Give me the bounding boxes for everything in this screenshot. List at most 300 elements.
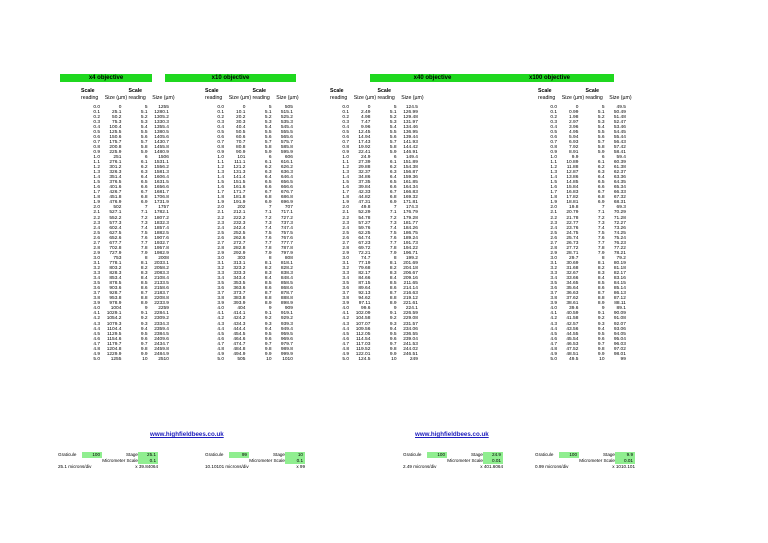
size-cell: 414.1: [233, 311, 246, 317]
size-cell: 753: [113, 255, 122, 261]
size-cell: 351.4: [109, 175, 122, 181]
size-cell: 57.27: [358, 220, 371, 226]
reading-cell: 6.9: [597, 200, 605, 206]
reading-cell: 5.7: [140, 139, 148, 145]
micrometer-input[interactable]: 0.1: [138, 458, 158, 464]
size-cell: 502: [113, 205, 122, 211]
size-cell: 234.06: [403, 326, 418, 332]
reading-cell: 7: [268, 205, 272, 211]
reading-cell: 2.3: [342, 220, 349, 226]
reading-cell: 9.8: [389, 346, 397, 352]
graticule-input[interactable]: 100: [427, 452, 447, 458]
size-cell: 74.7: [361, 255, 371, 261]
size-cell: 476.9: [109, 200, 122, 206]
reading-cell: 6: [393, 154, 397, 160]
reading-cell: 7.7: [389, 240, 397, 246]
size-cell: 606: [284, 154, 293, 160]
stage-input[interactable]: 25.1: [138, 452, 158, 458]
size-cell: 494.9: [233, 351, 246, 357]
size-cell: 323.2: [233, 266, 246, 271]
size-cell: 60.6: [236, 134, 246, 140]
size-cell: 107.07: [355, 321, 371, 327]
size-cell: 0: [242, 104, 246, 110]
scale-column-title: Scale: [377, 88, 392, 94]
size-cell: 313.1: [233, 260, 246, 266]
size-cell: 1129.5: [107, 331, 122, 337]
reading-cell: 0.1: [550, 109, 557, 115]
size-cell: 70.29: [613, 210, 626, 216]
size-cell: 68.31: [613, 200, 626, 206]
reading-cell: 8.6: [264, 286, 272, 292]
size-cell: 585.8: [280, 144, 293, 150]
size-cell: 99.6: [361, 306, 371, 312]
reading-cell: 7.8: [389, 245, 397, 251]
size-cell: 12.87: [566, 170, 579, 176]
reading-cell: 2.5: [342, 230, 349, 236]
size-cell: 24.75: [566, 230, 579, 236]
size-cell: 1731.9: [154, 200, 169, 206]
reading-cell: 0.5: [217, 129, 224, 135]
size-cell: 676.7: [280, 190, 293, 196]
size-cell: 42.57: [566, 321, 579, 327]
size-cell: 34.86: [358, 175, 371, 181]
reading-cell: 0.6: [93, 134, 100, 140]
size-cell: 31.68: [566, 266, 579, 271]
stage-label: Stage: [125, 452, 138, 457]
reading-cell: 7.5: [140, 230, 148, 236]
reading-cell: 5.9: [389, 149, 397, 155]
reading-cell: 8.6: [597, 286, 605, 292]
size-cell: 80.8: [236, 144, 246, 150]
reading-cell: 6.6: [264, 185, 272, 191]
reading-cell: 7.8: [597, 245, 605, 251]
size-cell: 707: [284, 205, 293, 211]
reading-cell: 9.7: [389, 341, 397, 347]
size-cell: 71.28: [613, 215, 626, 221]
reading-cell: 3.2: [342, 266, 349, 271]
size-cell: 527.1: [109, 210, 122, 216]
reading-cell: 2.0: [342, 205, 349, 211]
reading-cell: 0.9: [342, 149, 349, 155]
size-cell: 100.4: [109, 124, 122, 130]
reading-cell: 1.3: [217, 170, 224, 176]
reading-cell: 5.8: [597, 144, 605, 150]
reading-cell: 9.5: [140, 331, 148, 337]
reading-cell: 2.2: [217, 215, 224, 221]
reading-cell: 3.4: [217, 276, 224, 282]
reading-cell: 4.2: [93, 316, 100, 322]
size-cell: 241.53: [403, 341, 418, 347]
reading-cell: 1.6: [93, 185, 100, 191]
graticule-input[interactable]: 100: [82, 452, 102, 458]
size-cell: 2083.3: [154, 271, 169, 277]
reading-cell: 5.7: [264, 139, 272, 145]
size-cell: 48.51: [566, 351, 579, 357]
size-cell: 656.5: [280, 180, 293, 186]
reading-cell: 8.9: [140, 301, 148, 307]
size-cell: 102.09: [355, 311, 371, 317]
size-cell: 505: [284, 104, 293, 110]
size-cell: 51.48: [613, 114, 626, 120]
reading-cell: 3.8: [342, 296, 349, 302]
reading-cell: 3.5: [93, 281, 100, 287]
reading-cell: 2.1: [217, 210, 224, 216]
reading-cell: 0.0: [342, 104, 349, 110]
reading-cell: 6.9: [140, 200, 148, 206]
reading-cell: 6.7: [264, 190, 272, 196]
size-cell: 595.9: [280, 149, 293, 155]
reading-cell: 2.0: [93, 205, 100, 211]
size-cell: 184.26: [403, 225, 418, 231]
size-cell: 393.9: [233, 301, 246, 307]
size-cell: 1480.9: [154, 149, 169, 155]
reading-cell: 4.5: [217, 331, 224, 337]
size-cell: 868.6: [280, 286, 293, 292]
reading-cell: 0.9: [93, 149, 100, 155]
size-cell: 209.16: [403, 276, 418, 282]
size-cell: 8.91: [569, 149, 579, 155]
reading-cell: 4.0: [93, 306, 100, 312]
reading-cell: 9.2: [264, 316, 272, 322]
size-cell: 30.3: [236, 119, 246, 125]
reading-cell: 9.6: [264, 336, 272, 342]
size-cell: 1857.4: [154, 225, 169, 231]
micrometer-label: Micrometer Scale: [447, 458, 483, 463]
size-cell: 747.4: [280, 225, 293, 231]
graticule-label: Graticule: [205, 452, 224, 457]
reading-cell: 9.4: [597, 326, 605, 332]
calibration-calculator: [58, 452, 158, 470]
reading-cell: 5.9: [140, 149, 148, 155]
size-cell: 37.35: [358, 180, 371, 186]
reading-cell: 7.4: [389, 225, 397, 231]
size-cell: 282.8: [233, 245, 246, 251]
size-cell: 451.8: [109, 195, 122, 201]
size-cell: 20.79: [566, 210, 579, 216]
reading-cell: 2.2: [93, 215, 100, 221]
size-cell: 226.59: [403, 311, 418, 317]
size-cell: 602.4: [109, 225, 122, 231]
reading-cell: 2.0: [550, 205, 557, 211]
reading-cell: 2.7: [217, 240, 224, 246]
stage-input[interactable]: 24.9: [483, 452, 503, 458]
reading-cell: 5.5: [264, 129, 272, 135]
size-cell: 454.5: [233, 331, 246, 337]
reading-cell: 8: [144, 255, 148, 261]
size-cell: 80.19: [613, 260, 626, 266]
objective-header: x10 objective: [165, 74, 296, 82]
reading-cell: 3.9: [342, 301, 349, 307]
size-cell: 72.21: [358, 250, 371, 256]
size-cell: 37.62: [566, 296, 579, 302]
size-cell: 2484.9: [154, 351, 169, 357]
reading-cell: 1.8: [217, 195, 224, 201]
reading-cell: 8.7: [389, 291, 397, 297]
size-cell: 919.1: [280, 311, 293, 317]
size-cell: 114.54: [356, 336, 371, 342]
reading-cell: 4.8: [550, 346, 557, 352]
reading-cell: 8.2: [597, 266, 605, 271]
size-cell: 101: [237, 154, 246, 160]
size-cell: 484.8: [233, 346, 246, 352]
size-cell: 176.79: [403, 210, 418, 216]
reading-column-title: reading: [538, 94, 556, 101]
size-cell: 45.54: [566, 336, 579, 342]
size-cell: 262.6: [233, 235, 246, 241]
reading-cell: 6.1: [264, 160, 272, 166]
reading-cell: 8.7: [140, 291, 148, 297]
size-cell: 434.3: [233, 321, 246, 327]
reading-cell: 9.7: [264, 341, 272, 347]
reading-cell: 4.3: [93, 321, 100, 327]
reading-cell: 2.3: [550, 220, 557, 226]
reading-cell: 0.2: [93, 114, 100, 120]
size-cell: 9.96: [361, 124, 371, 130]
size-cell: 646.4: [280, 175, 293, 181]
reading-cell: 9.6: [597, 336, 605, 342]
reading-cell: 8: [393, 255, 397, 261]
size-cell: 1054.2: [106, 316, 122, 322]
size-cell: 2033.1: [154, 260, 169, 266]
reading-cell: 5.0: [217, 356, 224, 362]
size-cell: 151.5: [233, 180, 246, 186]
size-cell: 1531.1: [154, 160, 169, 166]
size-cell: 1606.4: [154, 175, 169, 181]
reading-cell: 8.8: [140, 296, 148, 302]
size-cell: 686.8: [280, 195, 293, 201]
size-cell: 89.64: [358, 286, 371, 292]
size-cell: 2208.8: [154, 296, 169, 302]
size-cell: 1.98: [569, 114, 579, 120]
reading-cell: 7.7: [140, 240, 148, 246]
size-cell: 90.9: [236, 149, 246, 155]
reading-cell: 1.4: [93, 175, 100, 181]
size-cell: 1581.3: [154, 170, 169, 176]
reading-cell: 4.7: [550, 341, 557, 347]
size-cell: 84.66: [358, 276, 371, 282]
size-column-title: Size (µm): [104, 94, 128, 101]
reading-cell: 2.7: [93, 240, 100, 246]
reading-cell: 6.5: [389, 180, 397, 186]
size-cell: 174.3: [405, 205, 418, 211]
micrometer-input[interactable]: 0.01: [615, 458, 635, 464]
reading-cell: 9.3: [597, 321, 605, 327]
reading-cell: 9.2: [389, 316, 397, 322]
reading-cell: 5: [144, 104, 148, 110]
reading-cell: 6.5: [264, 180, 272, 186]
graticule-input[interactable]: 99: [229, 452, 249, 458]
size-cell: 2.49: [361, 109, 371, 115]
size-cell: 577.3: [109, 220, 122, 226]
reading-cell: 4.5: [342, 331, 349, 337]
reading-cell: 1.1: [93, 160, 100, 166]
reading-cell: 1.9: [550, 200, 557, 206]
reading-cell: 9.3: [389, 321, 397, 327]
microns-per-div: 0.99 microns/div: [535, 464, 569, 469]
website-link[interactable]: www.highfieldbees.co.uk: [150, 431, 224, 438]
size-cell: 191.9: [233, 200, 246, 206]
size-cell: 373.7: [233, 291, 246, 297]
size-cell: 2058.2: [154, 266, 169, 271]
reading-cell: 1.7: [342, 190, 349, 196]
size-cell: 64.74: [358, 235, 371, 241]
size-cell: 200.8: [109, 144, 122, 150]
size-cell: 38.61: [566, 301, 579, 307]
reading-cell: 0.8: [217, 144, 224, 150]
reading-cell: 1.2: [217, 165, 224, 171]
reading-cell: 8.6: [140, 286, 148, 292]
reading-cell: 6.4: [597, 175, 605, 181]
reading-cell: 2.9: [93, 250, 100, 256]
micrometer-input[interactable]: 0.1: [285, 458, 305, 464]
reading-cell: 2.3: [93, 220, 100, 226]
reading-cell: 0.8: [550, 144, 557, 150]
size-cell: 196.71: [403, 250, 418, 256]
size-cell: 75.24: [613, 235, 626, 241]
reading-cell: 7.5: [264, 230, 272, 236]
size-cell: 78.21: [613, 250, 626, 256]
size-cell: 242.4: [233, 225, 246, 231]
size-cell: 98.01: [613, 351, 626, 357]
table-row: [205, 357, 253, 362]
reading-cell: 3.2: [550, 266, 557, 271]
size-cell: 383.8: [233, 296, 246, 302]
size-cell: 1807.2: [154, 215, 169, 221]
table-row: [81, 357, 129, 362]
size-cell: 636.3: [280, 170, 293, 176]
size-cell: 2359.4: [154, 326, 169, 332]
size-cell: 87.15: [358, 281, 371, 287]
size-cell: 67.23: [358, 240, 371, 246]
size-cell: 50.49: [613, 109, 626, 115]
reading-cell: 0.3: [342, 119, 349, 125]
reading-cell: 4.3: [550, 321, 557, 327]
reading-cell: 0.0: [217, 104, 224, 110]
size-cell: 929.2: [280, 316, 293, 322]
size-cell: 54.78: [358, 215, 371, 221]
reading-cell: 6.3: [389, 170, 397, 176]
table-row: [378, 357, 426, 362]
size-cell: 181.77: [403, 220, 418, 226]
size-cell: 82.17: [358, 271, 371, 277]
size-cell: 18.81: [566, 200, 579, 206]
reading-cell: 6.2: [597, 165, 605, 171]
size-cell: 29.88: [358, 165, 371, 171]
stage-input[interactable]: 9.9: [615, 452, 635, 458]
reading-cell: 5.2: [140, 114, 148, 120]
size-cell: 23.76: [566, 225, 579, 231]
reading-column-title: reading: [252, 94, 270, 101]
micrometer-input[interactable]: 0.01: [483, 458, 503, 464]
reading-cell: 9.9: [597, 351, 605, 357]
size-cell: 1154.6: [107, 336, 122, 342]
size-cell: 999.9: [280, 351, 293, 357]
calibration-calculator: [403, 452, 503, 470]
size-cell: 1255: [158, 104, 169, 110]
reading-cell: 1.2: [342, 165, 349, 171]
size-cell: 22.77: [566, 220, 579, 226]
size-cell: 376.5: [109, 180, 122, 186]
size-cell: 1255: [110, 356, 122, 362]
size-cell: 65.34: [613, 185, 626, 191]
reading-cell: 9.4: [264, 326, 272, 332]
reading-cell: 8.2: [264, 266, 272, 271]
size-cell: 25.74: [566, 235, 579, 241]
reading-cell: 2.3: [217, 220, 224, 226]
reading-cell: 7.4: [264, 225, 272, 231]
size-cell: 1355.4: [154, 124, 169, 130]
calibration-calculator: [205, 452, 305, 470]
size-cell: 1656.6: [154, 185, 169, 191]
reading-cell: 2.8: [342, 245, 349, 251]
reading-cell: 5.0: [550, 356, 557, 362]
size-cell: 2133.5: [154, 281, 169, 287]
reading-cell: 4.4: [550, 326, 557, 332]
reading-cell: 8.9: [597, 301, 605, 307]
size-column-title: Size (µm): [228, 94, 252, 101]
reading-cell: 7.7: [264, 240, 272, 246]
reading-column-title: reading: [585, 94, 603, 101]
reading-cell: 7: [601, 205, 605, 211]
size-cell: 959.5: [280, 331, 293, 337]
size-cell: 239.04: [403, 336, 418, 342]
size-cell: 677.7: [109, 240, 122, 246]
stage-input[interactable]: 10: [285, 452, 305, 458]
reading-cell: 9.7: [140, 341, 148, 347]
reading-cell: 3.7: [550, 291, 557, 297]
reading-cell: 4.0: [342, 306, 349, 312]
size-cell: 853.4: [109, 276, 122, 282]
reading-cell: 7.9: [264, 250, 272, 256]
size-cell: 164.34: [403, 185, 418, 191]
size-cell: 0: [367, 104, 371, 110]
size-cell: 4.98: [361, 114, 371, 120]
size-cell: 7.92: [569, 144, 579, 150]
reading-cell: 4.9: [550, 351, 557, 357]
size-cell: 211.65: [403, 281, 418, 287]
reading-cell: 9.4: [140, 326, 148, 332]
size-cell: 276.1: [109, 160, 122, 166]
size-column-title: Size (µm): [609, 94, 632, 101]
size-cell: 225.9: [109, 149, 122, 155]
website-link[interactable]: www.highfieldbees.co.uk: [415, 431, 489, 438]
graticule-input[interactable]: 100: [559, 452, 579, 458]
size-cell: 72.27: [613, 220, 626, 226]
size-cell: 848.4: [280, 276, 293, 282]
reading-cell: 3.6: [217, 286, 224, 292]
reading-cell: 0.4: [342, 124, 349, 130]
reading-cell: 2.6: [93, 235, 100, 241]
reading-cell: 2.6: [550, 235, 557, 241]
reading-cell: 5.1: [264, 109, 272, 115]
size-cell: 32.37: [358, 170, 371, 176]
reading-cell: 3.0: [217, 255, 224, 261]
size-cell: 515.1: [280, 109, 293, 115]
size-cell: 1079.3: [106, 321, 122, 327]
size-cell: 5.94: [569, 134, 579, 140]
size-cell: 898.9: [280, 301, 293, 307]
reading-cell: 4.8: [217, 346, 224, 352]
reading-cell: 6.5: [597, 180, 605, 186]
size-cell: 69.3: [616, 205, 626, 211]
reading-cell: 3.1: [342, 260, 349, 266]
size-cell: 131.3: [233, 170, 246, 176]
size-cell: 363.6: [233, 286, 246, 292]
size-cell: 1506: [158, 154, 169, 160]
objective-header: x100 objective: [485, 74, 614, 82]
reading-cell: 4.9: [217, 351, 224, 357]
reading-cell: 5.4: [140, 124, 148, 130]
